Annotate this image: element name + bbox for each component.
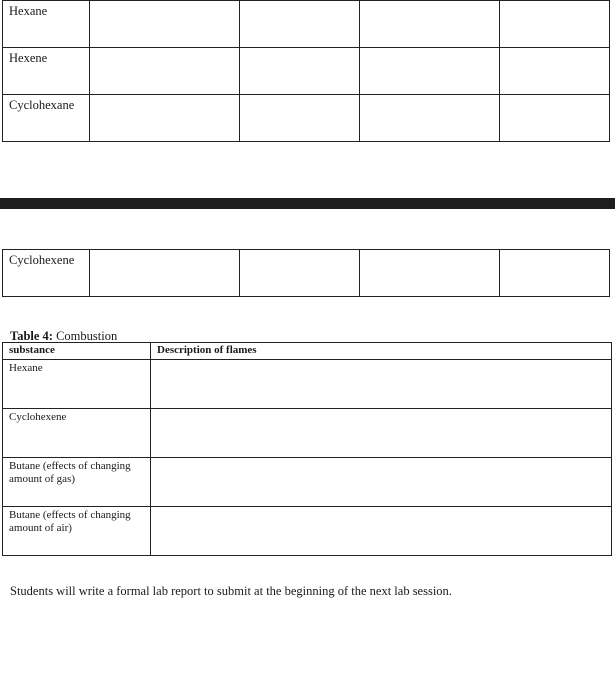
table-row — [3, 409, 612, 458]
caption-title: Combustion — [52, 329, 118, 343]
substance-cell: Hexene — [3, 48, 90, 95]
description-cell — [151, 409, 612, 458]
observation-table — [2, 0, 610, 142]
substance-cell: Cyclohexene — [3, 250, 90, 297]
combustion-table — [2, 342, 612, 556]
empty-cell — [360, 95, 500, 142]
table-row — [3, 95, 610, 142]
empty-cell — [240, 95, 360, 142]
empty-cell — [240, 1, 360, 48]
empty-cell — [500, 250, 610, 297]
table-row — [3, 1, 610, 48]
description-cell — [151, 360, 612, 409]
empty-cell — [360, 1, 500, 48]
empty-cell — [90, 1, 240, 48]
empty-cell — [500, 95, 610, 142]
table-row — [3, 507, 612, 556]
table-row — [3, 48, 610, 95]
column-header-description: Description of flames — [151, 343, 612, 360]
substance-cell: Butane (effects of changing amount of gas) — [3, 458, 151, 507]
table-row — [3, 360, 612, 409]
empty-cell — [240, 250, 360, 297]
observation-table-continued — [2, 249, 610, 297]
page-divider-band — [0, 198, 615, 209]
header-row — [3, 343, 612, 360]
substance-cell: Cyclohexane — [3, 95, 90, 142]
substance-cell: Butane (effects of changing amount of air) — [3, 507, 151, 556]
table-row — [3, 250, 610, 297]
empty-cell — [500, 48, 610, 95]
empty-cell — [240, 48, 360, 95]
caption-label: Table 4: — [10, 329, 53, 343]
description-cell — [151, 458, 612, 507]
description-cell — [151, 507, 612, 556]
substance-cell: Hexane — [3, 1, 90, 48]
column-header-substance: substance — [3, 343, 151, 360]
table-row — [3, 458, 612, 507]
empty-cell — [360, 250, 500, 297]
empty-cell — [90, 95, 240, 142]
empty-cell — [90, 250, 240, 297]
instructions-text: Students will write a formal lab report to submit at the beginning of the next lab session. — [10, 584, 452, 598]
substance-cell: Hexane — [3, 360, 151, 409]
substance-cell: Cyclohexene — [3, 409, 151, 458]
empty-cell — [500, 1, 610, 48]
empty-cell — [360, 48, 500, 95]
empty-cell — [90, 48, 240, 95]
